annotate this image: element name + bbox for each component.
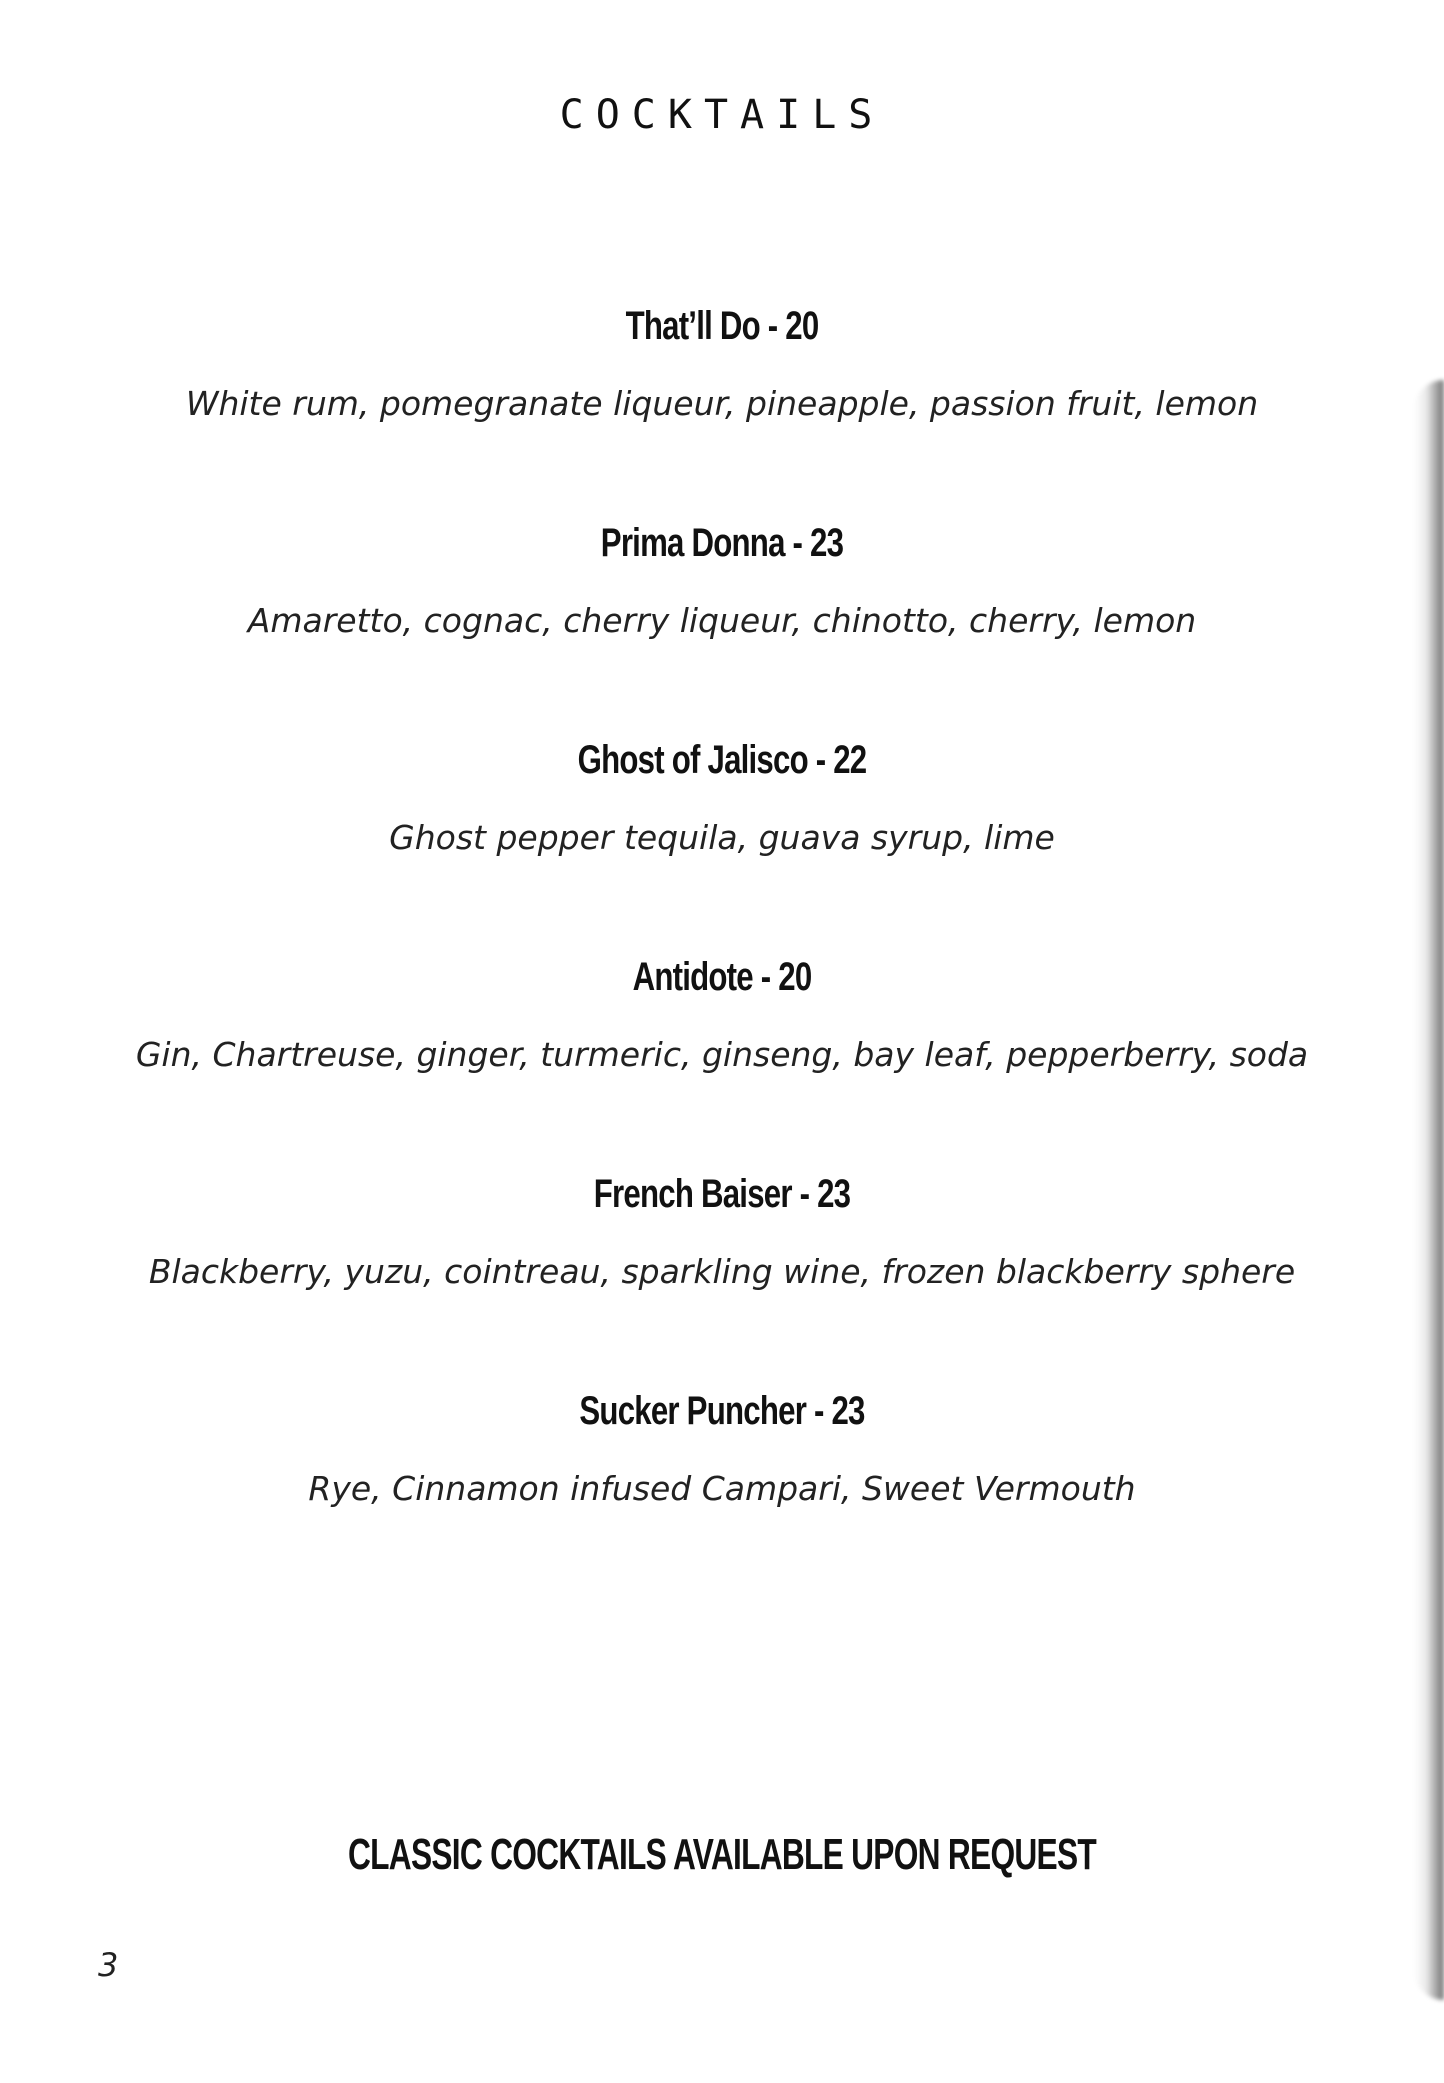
item-description: Gin, Chartreuse, ginger, turmeric, ginseng, bay leaf, pepperberry, soda [135, 1035, 1309, 1074]
classic-cocktails-note: CLASSIC COCKTAILS AVAILABLE UPON REQUEST [348, 1830, 1096, 1879]
page-number: 3 [98, 1946, 119, 1984]
menu-item [0, 296, 1444, 513]
menu-item [0, 1381, 1444, 1598]
item-description: Amaretto, cognac, cherry liqueur, chinotto, cherry, lemon [247, 601, 1197, 640]
menu-item [0, 947, 1444, 1164]
item-description: White rum, pomegranate liqueur, pineapple, passion fruit, lemon [185, 384, 1259, 423]
item-name: That’ll Do - 20 [625, 304, 819, 348]
item-description: Rye, Cinnamon infused Campari, Sweet Vermouth [308, 1469, 1136, 1508]
item-description: Ghost pepper tequila, guava syrup, lime [389, 818, 1055, 857]
item-name: French Baiser - 23 [593, 1172, 851, 1216]
section-title: COCKTAILS [559, 92, 885, 138]
item-name: Antidote - 20 [632, 955, 812, 999]
menu-item [0, 730, 1444, 947]
menu-item [0, 1164, 1444, 1381]
item-description: Blackberry, yuzu, cointreau, sparkling wine, frozen blackberry sphere [148, 1252, 1296, 1291]
item-name: Prima Donna - 23 [600, 521, 844, 565]
menu-item [0, 513, 1444, 730]
cocktail-list [0, 296, 1444, 1598]
item-name: Ghost of Jalisco - 22 [577, 738, 867, 782]
item-name: Sucker Puncher - 23 [579, 1389, 865, 1433]
